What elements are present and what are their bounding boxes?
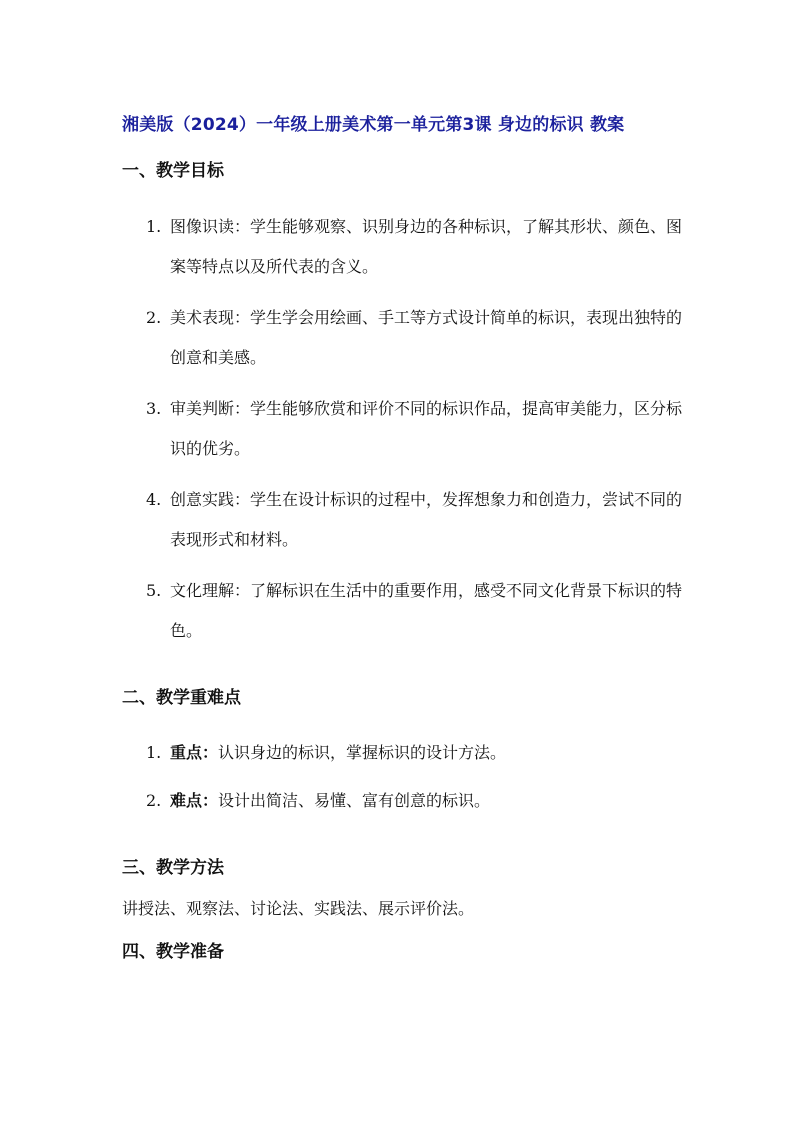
list-item-text: 美术表现：学生学会用绘画、手工等方式设计简单的标识，表现出独特的创意和美感。 xyxy=(170,308,683,367)
list-item-text: 审美判断：学生能够欣赏和评价不同的标识作品，提高审美能力，区分标识的优劣。 xyxy=(170,399,683,458)
list-item-label: 重点： xyxy=(170,743,219,762)
methods-paragraph: 讲授法、观察法、讨论法、实践法、展示评价法。 xyxy=(122,899,475,918)
list-item-label: 难点： xyxy=(170,791,219,810)
list-number: 5. xyxy=(146,581,162,600)
list-item xyxy=(146,480,691,560)
list-item-text: 文化理解：了解标识在生活中的重要作用，感受不同文化背景下标识的特色。 xyxy=(170,581,683,640)
section-heading-preparation: 四、教学准备 xyxy=(122,942,224,962)
list-item-body: 认识身边的标识，掌握标识的设计方法。 xyxy=(218,743,507,762)
list-number: 2. xyxy=(146,308,162,327)
list-number: 4. xyxy=(146,490,162,509)
section-heading-objectives: 一、教学目标 xyxy=(122,161,224,181)
list-item-text: 创意实践：学生在设计标识的过程中，发挥想象力和创造力，尝试不同的表现形式和材料。 xyxy=(170,490,683,549)
list-item-text: 图像识读：学生能够观察、识别身边的各种标识，了解其形状、颜色、图案等特点以及所代表的含义。 xyxy=(170,217,683,276)
list-item-body: 设计出简洁、易懂、富有创意的标识。 xyxy=(218,791,491,810)
list-item xyxy=(146,298,691,378)
list-number: 1. xyxy=(146,743,162,762)
list-item-text xyxy=(170,781,691,821)
list-item xyxy=(146,207,691,287)
list-number: 1. xyxy=(146,217,162,236)
list-item xyxy=(146,571,691,651)
list-item xyxy=(146,389,691,469)
section-heading-methods: 三、教学方法 xyxy=(122,858,224,878)
list-item xyxy=(146,733,691,773)
document-title: 湘美版（2024）一年级上册美术第一单元第3课 身边的标识 教案 xyxy=(122,115,625,135)
list-item-text xyxy=(170,733,691,773)
list-number: 3. xyxy=(146,399,162,418)
list-item xyxy=(146,781,691,821)
section-heading-key-points: 二、教学重难点 xyxy=(122,688,241,708)
list-number: 2. xyxy=(146,791,162,810)
